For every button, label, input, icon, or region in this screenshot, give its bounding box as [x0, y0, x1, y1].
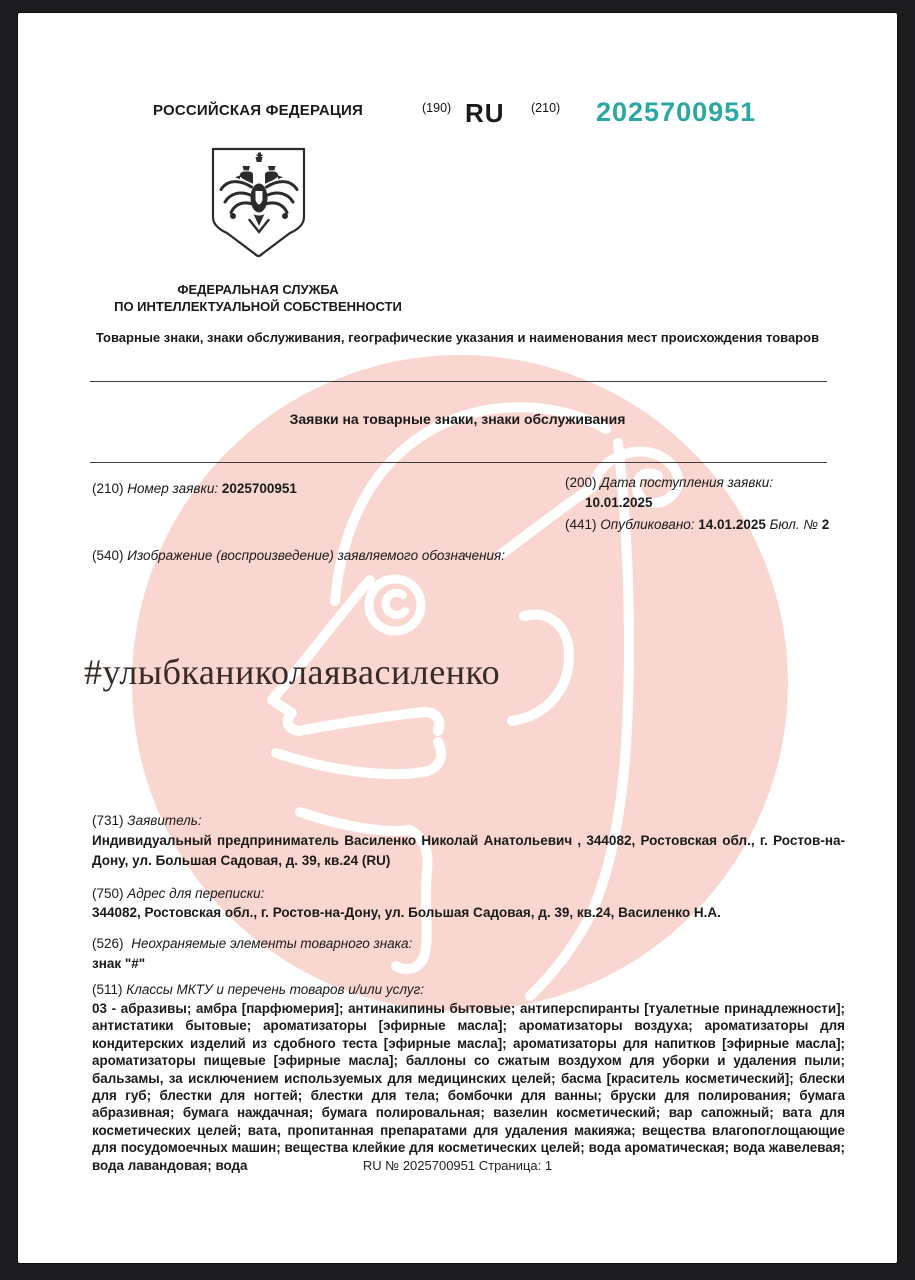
field-label: Неохраняемые элементы товарного знака: — [131, 936, 413, 951]
divider-top — [90, 381, 827, 382]
filing-date-value: 10.01.2025 — [585, 495, 653, 510]
page-footer: RU № 2025700951 Страница: 1 — [362, 1158, 553, 1173]
field-label: Классы МКТУ и перечень товаров и/или услуг: — [126, 982, 425, 997]
field-210-application-number — [92, 480, 297, 498]
inid-code: (526) — [92, 936, 124, 951]
divider-bottom — [90, 462, 827, 463]
document-content — [18, 13, 897, 1263]
inid-190-label: (190) — [422, 101, 452, 115]
country-code: RU — [465, 98, 505, 128]
inid-code: (750) — [92, 886, 124, 901]
section-title: Заявки на товарные знаки, знаки обслуживания — [289, 411, 626, 427]
field-441-published — [565, 516, 829, 534]
field-750-correspondence-address — [92, 885, 264, 903]
bulletin-number: 2 — [821, 517, 830, 532]
field-540-mark-image — [92, 547, 505, 565]
inid-code: (200) — [565, 475, 597, 490]
correspondence-address-value: 344082, Ростовская обл., г. Ростов-на-Дону, ул. Большая Садовая, д. 39, кв.24, Василенко Н.А. — [92, 905, 721, 920]
field-label: Адрес для переписки: — [127, 886, 265, 901]
inid-code: (731) — [92, 813, 124, 828]
field-label: Заявитель: — [127, 813, 202, 828]
russian-coat-of-arms-icon — [206, 144, 311, 262]
field-200-filing-date — [565, 474, 773, 492]
agency-name — [58, 281, 458, 315]
application-number-header: 2025700951 — [596, 97, 757, 127]
field-value: 2025700951 — [221, 481, 297, 496]
inid-code: (441) — [565, 517, 597, 532]
agency-line-1: ФЕДЕРАЛЬНАЯ СЛУЖБА — [177, 282, 339, 297]
field-label: Изображение (воспроизведение) заявляемого обозначения: — [127, 548, 505, 563]
country-title: РОССИЙСКАЯ ФЕДЕРАЦИЯ — [152, 102, 363, 119]
document-page — [18, 13, 897, 1263]
inid-210-label: (210) — [531, 101, 561, 115]
doc-category-title: Товарные знаки, знаки обслуживания, географические указания и наименования мест происхождения товаров — [95, 330, 820, 345]
trademark-text: #улыбканиколаявасиленко — [84, 652, 501, 692]
field-label: Дата поступления заявки: — [600, 475, 774, 490]
bulletin-label: Бюл. № — [769, 517, 819, 532]
goods-services-list: 03 - абразивы; амбра [парфюмерия]; антинакипины бытовые; антиперспиранты [туалетные принадлежности]; антистатики бытовые; ароматизаторы [эфирные масла]; ароматизаторы воздуха; ароматизаторы для кондитерских изделий из сдобного теста [эфирные масла]; ароматизаторы для напитков [эфирные масла]; ароматизаторы пищевые [эфирные масла]; баллоны со сжатым воздухом для уборки и удаления пыли; бальзамы, за исключением используемых для медицинских целей; басма [краситель косметический]; блески для губ; блестки для ногтей; блестки для тела; бомбочки для ванны; бруски для полирования; бумага абразивная; бумага наждачная; бумага полировальная; вазелин косметический; вар сапожный; вата для косметических целей; вата, пропитанная препаратами для удаления макияжа; вещества влагопоглощающие для посудомоечных машин; вещества клейкие для косметических целей; вода ароматическая; вода жавелевая; вода лавандовая; вода — [92, 1001, 845, 1173]
agency-line-2: ПО ИНТЕЛЛЕКТУАЛЬНОЙ СОБСТВЕННОСТИ — [114, 299, 402, 314]
field-731-applicant — [92, 812, 202, 830]
published-date-value: 14.01.2025 — [698, 517, 766, 532]
field-511-nice-classes — [92, 981, 424, 999]
field-526-disclaimed-elements — [92, 935, 412, 953]
field-label: Номер заявки: — [127, 481, 219, 496]
disclaimed-elements-value: знак "#" — [92, 956, 146, 971]
inid-code: (511) — [92, 982, 123, 997]
applicant-value: Индивидуальный предприниматель Василенко Николай Анатольевич , 344082, Ростовская обл., г. Ростов-на-Дону, ул. Большая Садовая, д. 39, кв.24 (RU) — [92, 833, 845, 868]
double-headed-eagle — [235, 153, 283, 227]
field-label: Опубликовано: — [600, 517, 695, 532]
inid-code: (210) — [92, 481, 124, 496]
inid-code: (540) — [92, 548, 124, 563]
